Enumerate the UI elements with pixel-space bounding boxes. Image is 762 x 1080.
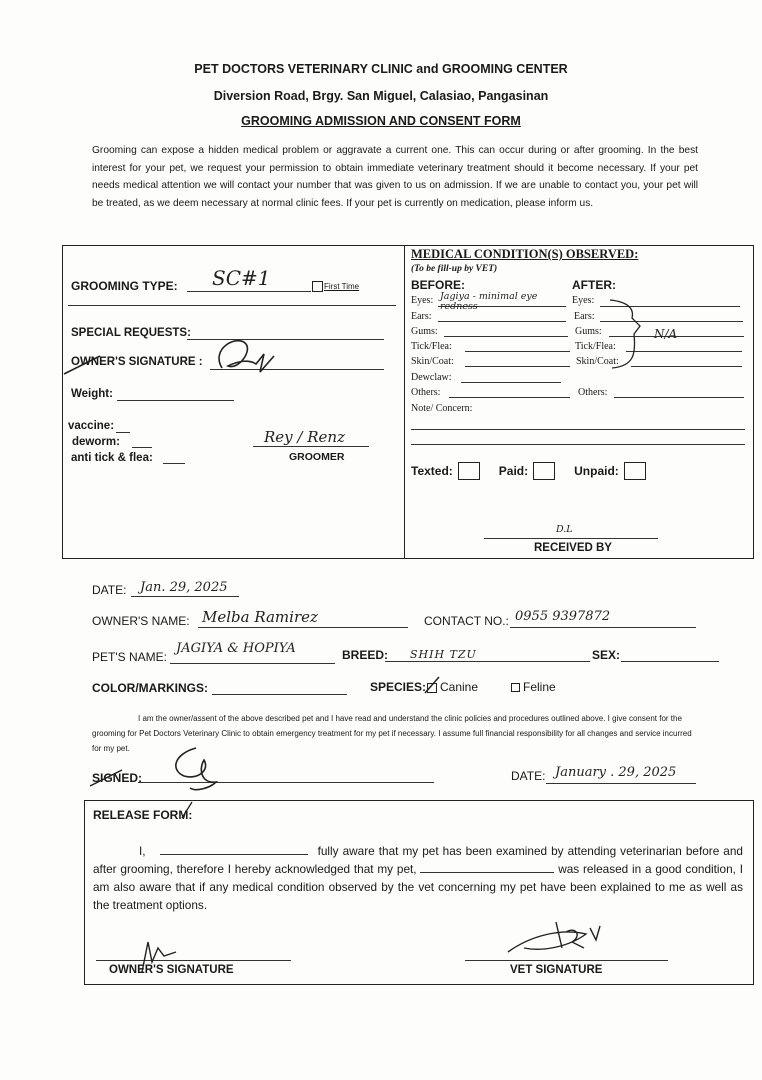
vet-signature-scribble — [500, 918, 610, 970]
form-title — [0, 114, 762, 128]
clinic-address: Diversion Road, Brgy. San Miguel, Calasiao, Pangasinan — [213, 89, 549, 103]
skin-coat-before-line[interactable] — [465, 366, 570, 367]
date-value[interactable]: Jan. 29, 2025 — [140, 580, 228, 595]
skin-coat-before-label: Skin/Coat: — [411, 356, 454, 367]
sex-label: SEX: — [592, 648, 621, 662]
color-markings-line[interactable] — [212, 694, 347, 695]
form-title-text: GROOMING ADMISSION AND CONSENT FORM — [241, 114, 521, 128]
first-time-label: First Time — [324, 282, 360, 291]
vaccine-line[interactable] — [116, 432, 130, 433]
groomer-line — [253, 446, 369, 447]
ears-before-line[interactable] — [438, 321, 566, 322]
deworm-label: deworm: — [72, 436, 120, 448]
date-line[interactable] — [131, 596, 239, 597]
texted-checkbox[interactable] — [458, 462, 480, 480]
gums-before-label: Gums: — [411, 326, 438, 337]
grooming-type-line — [187, 291, 311, 292]
release-paragraph — [93, 842, 743, 914]
signed-label: SIGNED: — [92, 771, 143, 785]
release-title: RELEASE FORM: — [93, 808, 193, 822]
release-owner-signature-label: OWNER'S SIGNATURE — [109, 964, 234, 976]
others-before-label: Others: — [411, 387, 441, 398]
grooming-type-second-line — [68, 305, 396, 306]
owner-name-line[interactable] — [198, 627, 408, 628]
groomer-label: GROOMER — [289, 451, 345, 463]
owner-name-label: OWNER'S NAME: — [92, 614, 190, 628]
clinic-name: PET DOCTORS VETERINARY CLINIC and GROOMING CENTER — [194, 62, 568, 76]
breed-line[interactable] — [385, 661, 590, 662]
unpaid-label: Unpaid: — [574, 464, 619, 478]
tick-flea-before-line[interactable] — [465, 351, 570, 352]
consent-paragraph: I am the owner/assent of the above described pet and I have read and understand the clinic policies and procedures outlined above. I give consent for the grooming for Pet Doctors Veterinary Clinic to obtain emergency treatment for my pet if necessary. I assume full financial responsibility for all changes and service incurred for my pet. — [92, 714, 692, 753]
eyes-before-value[interactable]: Jagiya - minimal eye redness — [440, 291, 538, 312]
medical-subtitle: (To be fill-up by VET) — [411, 264, 498, 274]
paid-label: Paid: — [498, 464, 529, 478]
signed-signature-scribble — [86, 740, 236, 795]
unpaid-checkbox[interactable] — [624, 462, 646, 480]
eyes-before-label: Eyes: — [411, 295, 434, 306]
box-divider — [404, 245, 405, 559]
paid-checkbox[interactable] — [533, 462, 555, 480]
consent-date-label: DATE: — [511, 769, 546, 783]
tick-flea-after-label: Tick/Flea: — [575, 341, 616, 352]
others-before-line[interactable] — [449, 397, 570, 398]
species-label: SPECIES: — [370, 680, 427, 694]
owner-signature-scribble — [60, 330, 290, 385]
note-line-1[interactable] — [411, 429, 745, 430]
consent-date-line[interactable] — [546, 783, 696, 784]
note-line-2[interactable] — [411, 444, 745, 445]
color-markings-label: COLOR/MARKINGS: — [92, 681, 208, 695]
after-brace-mark — [600, 296, 660, 374]
vaccine-label: vaccine: — [68, 420, 115, 432]
contact-value[interactable]: 0955 9397872 — [515, 609, 611, 624]
vet-signature-label: VET SIGNATURE — [510, 964, 603, 976]
special-requests-label: SPECIAL REQUESTS: — [71, 327, 191, 339]
release-owner-name-blank[interactable] — [160, 843, 308, 855]
date-label: DATE: — [92, 583, 127, 597]
deworm-line[interactable] — [132, 447, 152, 448]
intro-paragraph: Grooming can expose a hidden medical problem or aggravate a current one. This can occur during or after grooming. In the best interest for your pet, we request your permission to obtain immediate veterinary treatment should it become necessary. If your pet needs medical attention we will contact your number that was given to us on admission. If we are unable to contact you, your pet will be treated, as we deem necessary at normal clinic fees. If your pet is currently on medication, please inform us. — [92, 145, 698, 209]
gums-before-line[interactable] — [444, 336, 568, 337]
release-text-3: was released in a good condition, I am also aware that if any medical condition observed by the vet concerning my pet have been explained to me as well as the treatment options. — [93, 862, 743, 912]
others-after-label: Others: — [578, 387, 608, 398]
payment-status-row — [411, 462, 646, 480]
grooming-type-value[interactable]: SC#1 — [212, 266, 271, 290]
contact-label: CONTACT NO.: — [424, 614, 509, 628]
pet-name-label: PET'S NAME: — [92, 650, 167, 664]
pet-name-line[interactable] — [170, 663, 335, 664]
breed-value[interactable]: SHIH TZU — [410, 648, 477, 661]
ears-before-label: Ears: — [411, 311, 432, 322]
owner-signature-label: OWNER'S SIGNATURE : — [71, 356, 203, 368]
feline-checkbox[interactable] — [511, 683, 520, 692]
dewclaw-label: Dewclaw: — [411, 372, 452, 383]
texted-label: Texted: — [411, 464, 453, 478]
anti-tick-label: anti tick & flea: — [71, 452, 153, 464]
release-owner-signature-line[interactable] — [96, 960, 291, 961]
consent-date-value[interactable]: January . 29, 2025 — [555, 765, 677, 780]
release-text-2: fully aware that my pet has been examined by attending veterinarian before and after grooming, therefore I hereby acknowledged that my pet, — [93, 844, 743, 876]
anti-tick-line[interactable] — [163, 463, 185, 464]
first-time-checkbox[interactable] — [312, 281, 323, 292]
pet-name-value[interactable]: JAGIYA & HOPIYA — [176, 641, 296, 656]
release-pet-name-blank[interactable] — [420, 861, 554, 873]
groomer-value[interactable]: Rey / Renz — [264, 428, 345, 446]
owner-name-value[interactable]: Melba Ramirez — [202, 608, 318, 626]
tick-flea-before-label: Tick/Flea: — [411, 341, 452, 352]
grooming-type-label: GROOMING TYPE: — [71, 279, 178, 293]
weight-label: Weight: — [71, 388, 113, 400]
skin-coat-after-label: Skin/Coat: — [576, 356, 619, 367]
before-label: BEFORE: — [411, 278, 465, 292]
breed-label: BREED: — [342, 648, 389, 662]
received-by-line[interactable] — [484, 538, 658, 539]
weight-line[interactable] — [117, 400, 234, 401]
after-value[interactable]: N/A — [654, 327, 678, 341]
sex-line[interactable] — [621, 661, 719, 662]
contact-line[interactable] — [510, 627, 696, 628]
medical-title: MEDICAL CONDITION(S) OBSERVED: — [411, 247, 639, 261]
canine-check-mark — [423, 675, 441, 695]
canine-label: Canine — [440, 680, 479, 694]
others-after-line[interactable] — [614, 397, 744, 398]
received-by-label: RECEIVED BY — [534, 542, 612, 554]
release-text-1: I, — [139, 844, 146, 858]
dewclaw-line[interactable] — [461, 382, 561, 383]
after-label: AFTER: — [572, 278, 616, 292]
gums-after-label: Gums: — [575, 326, 602, 337]
received-initials: D.L — [556, 524, 573, 535]
ears-after-label: Ears: — [574, 311, 595, 322]
note-concern-label: Note/ Concern: — [411, 403, 473, 414]
release-title-strike — [180, 800, 200, 820]
eyes-after-label: Eyes: — [572, 295, 595, 306]
feline-label: Feline — [523, 680, 556, 694]
